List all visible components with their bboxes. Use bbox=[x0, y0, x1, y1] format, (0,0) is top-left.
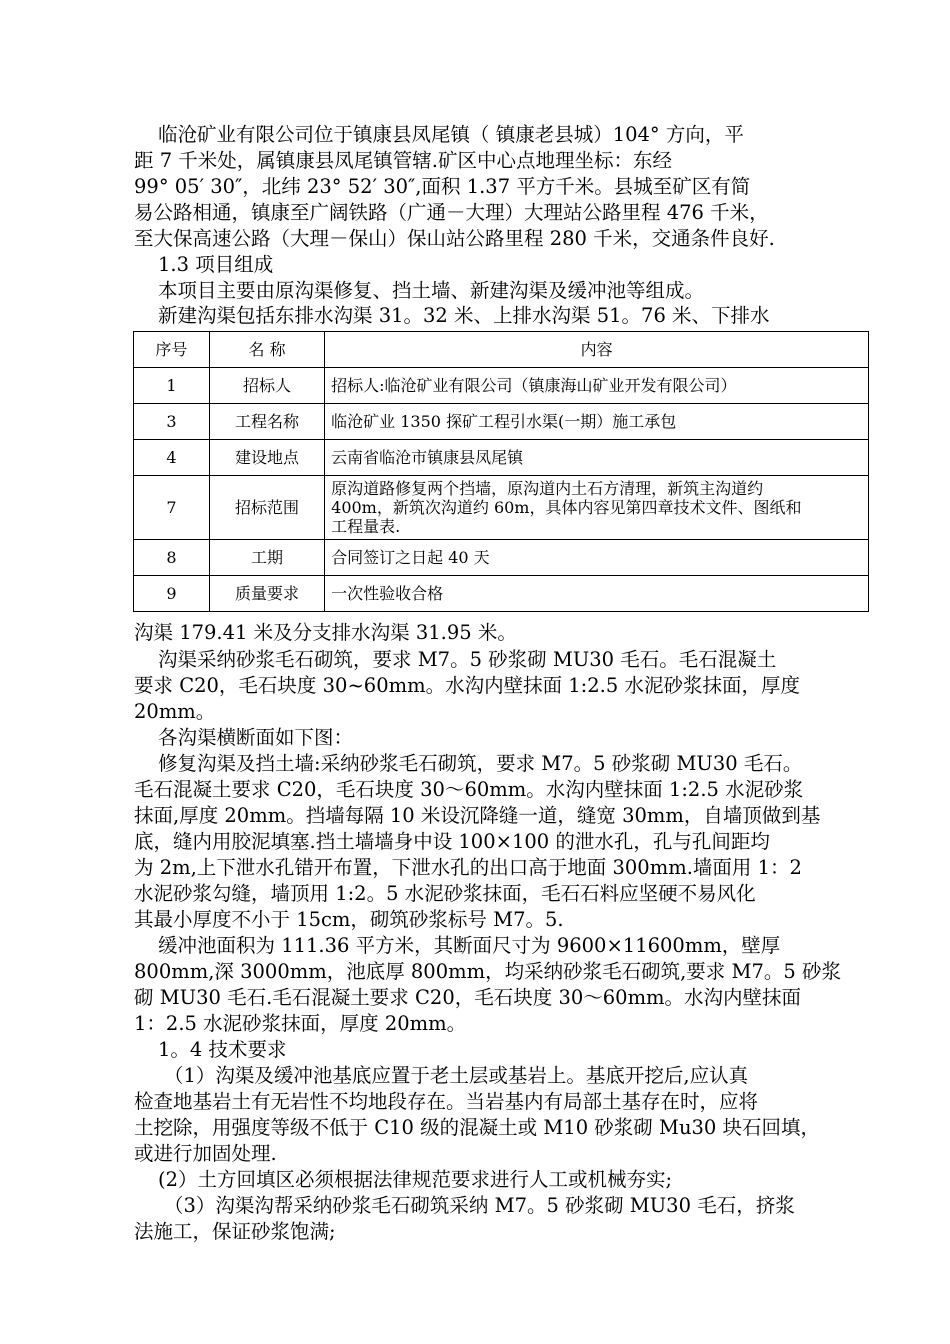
cell-name: 招标范围 bbox=[209, 476, 324, 540]
cell-no: 3 bbox=[134, 404, 210, 440]
paragraph-line: 修复沟渠及挡土墙:采纳砂浆毛石砌筑，要求 M7。5 砂浆砌 MU30 毛石。 bbox=[158, 752, 803, 775]
paragraph-line: 沟渠 179.41 米及分支排水沟渠 31.95 米。 bbox=[134, 621, 517, 644]
cell-content: 招标人:临沧矿业有限公司（镇康海山矿业开发有限公司） bbox=[325, 368, 869, 404]
paragraph-line: （3）沟渠沟帮采纳砂浆毛石砌筑采纳 M7。5 砂浆砌 MU30 毛石，挤浆 bbox=[164, 1194, 795, 1217]
cell-name: 质量要求 bbox=[209, 576, 324, 612]
paragraph-line: 至大保高速公路（大理－保山）保山站公路里程 280 千米，交通条件良好. bbox=[134, 227, 775, 250]
cell-content-line: 原沟道路修复两个挡墙，原沟道内土石方清理，新筑主沟道约 bbox=[331, 479, 764, 498]
header-cell-no: 序号 bbox=[134, 332, 210, 368]
paragraph-line: 检查地基岩土有无岩性不均地段存在。当岩基内有局部土基存在时，应将 bbox=[134, 1090, 759, 1113]
cell-name: 工期 bbox=[209, 540, 324, 576]
paragraph-line: 20mm。 bbox=[134, 700, 216, 723]
paragraph-line: 毛石混凝土要求 C20，毛石块度 30～60mm。水沟内壁抹面 1:2.5 水泥砂浆 bbox=[134, 778, 804, 801]
paragraph-line: 缓冲池面积为 111.36 平方米，其断面尺寸为 9600×11600mm，壁厚 bbox=[158, 934, 781, 957]
paragraph-line: 易公路相通，镇康至广阔铁路（广通－大理）大理站公路里程 476 千米， bbox=[134, 201, 769, 224]
table-row bbox=[134, 540, 869, 576]
header-cell-name: 名 称 bbox=[209, 332, 324, 368]
cell-content: 一次性验收合格 bbox=[325, 576, 869, 612]
paragraph-line: 99° 05′ 30″，北纬 23° 52′ 30″,面积 1.37 平方千米。县城至矿区有简 bbox=[134, 175, 751, 198]
paragraph-line: （1）沟渠及缓冲池基底应置于老土层或基岩上。基底开挖后,应认真 bbox=[164, 1064, 749, 1087]
paragraph-line: 土挖除，用强度等级不低于 C10 级的混凝土或 M10 砂浆砌 Mu30 块石回填， bbox=[134, 1116, 821, 1139]
table-row bbox=[134, 440, 869, 476]
cell-content: 合同签订之日起 40 天 bbox=[325, 540, 869, 576]
paragraph-line: 距 7 千米处，属镇康县凤尾镇管辖.矿区中心点地理坐标：东经 bbox=[134, 149, 673, 172]
cell-no: 8 bbox=[134, 540, 210, 576]
section-heading: 1.3 项目组成 bbox=[158, 253, 274, 276]
cell-name: 建设地点 bbox=[209, 440, 324, 476]
cell-content: 云南省临沧市镇康县凤尾镇 bbox=[325, 440, 869, 476]
paragraph-line: 本项目主要由原沟渠修复、挡土墙、新建沟渠及缓冲池等组成。 bbox=[158, 279, 705, 302]
paragraph-line: 水泥砂浆勾缝，墙顶用 1:2。5 水泥砂浆抹面，毛石石料应坚硬不易风化 bbox=[134, 882, 756, 905]
paragraph-line: 沟渠采纳砂浆毛石砌筑，要求 M7。5 砂浆砌 MU30 毛石。毛石混凝土 bbox=[158, 648, 777, 671]
header-cell-content: 内容 bbox=[325, 332, 869, 368]
paragraph-line: 其最小厚度不小于 15cm，砌筑砂浆标号 M7。5. bbox=[134, 908, 564, 931]
paragraph-line: 要求 C20，毛石块度 30~60mm。水沟内壁抹面 1:2.5 水泥砂浆抹面，厚度 bbox=[134, 674, 800, 697]
table-row bbox=[134, 576, 869, 612]
paragraph-line: 或进行加固处理. bbox=[134, 1142, 277, 1165]
paragraph-line: 为 2m,上下泄水孔错开布置，下泄水孔的出口高于地面 300mm.墙面用 1：2 bbox=[134, 856, 802, 879]
paragraph-line: 底，缝内用胶泥填塞.挡土墙墙身中设 100×100 的泄水孔，孔与孔间距均 bbox=[134, 830, 770, 853]
section-heading: 1。4 技术要求 bbox=[158, 1038, 287, 1061]
table-row bbox=[134, 368, 869, 404]
cell-content: 临沧矿业 1350 探矿工程引水渠(一期）施工承包 bbox=[325, 404, 869, 440]
table-row bbox=[134, 476, 869, 540]
cell-content-line: 400m，新筑次沟道约 60m，具体内容见第四章技术文件、图纸和 bbox=[331, 498, 802, 517]
paragraph-line: 砌 MU30 毛石.毛石混凝土要求 C20，毛石块度 30～60mm。水沟内壁抹面 bbox=[134, 986, 802, 1009]
paragraph-line: 1：2.5 水泥砂浆抹面，厚度 20mm。 bbox=[134, 1012, 467, 1035]
paragraph-line: (2）土方回填区必须根据法律规范要求进行人工或机械夯实; bbox=[158, 1168, 673, 1191]
paragraph-line: 法施工，保证砂浆饱满; bbox=[134, 1220, 336, 1243]
paragraph-line: 各沟渠横断面如下图： bbox=[158, 726, 354, 749]
cell-content bbox=[325, 476, 869, 540]
cell-no: 9 bbox=[134, 576, 210, 612]
cell-content-line: 工程量表. bbox=[331, 517, 401, 536]
paragraph-line: 800mm,深 3000mm，池底厚 800mm，均采纳砂浆毛石砌筑,要求 M7。5 砂浆 bbox=[134, 960, 841, 983]
cell-name: 招标人 bbox=[209, 368, 324, 404]
cell-no: 7 bbox=[134, 476, 210, 540]
table-header-row bbox=[134, 332, 869, 368]
paragraph-line: 临沧矿业有限公司位于镇康县凤尾镇（ 镇康老县城）104° 方向，平 bbox=[158, 123, 744, 146]
table-row bbox=[134, 404, 869, 440]
cell-no: 1 bbox=[134, 368, 210, 404]
paragraph-line: 抹面,厚度 20mm。挡墙每隔 10 米设沉降缝一道，缝宽 30mm，自墙顶做到基 bbox=[134, 804, 821, 827]
cell-name: 工程名称 bbox=[209, 404, 324, 440]
paragraph-line: 新建沟渠包括东排水沟渠 31。32 米、上排水沟渠 51。76 米、下排水 bbox=[158, 304, 770, 327]
bid-info-table bbox=[133, 331, 869, 612]
cell-no: 4 bbox=[134, 440, 210, 476]
